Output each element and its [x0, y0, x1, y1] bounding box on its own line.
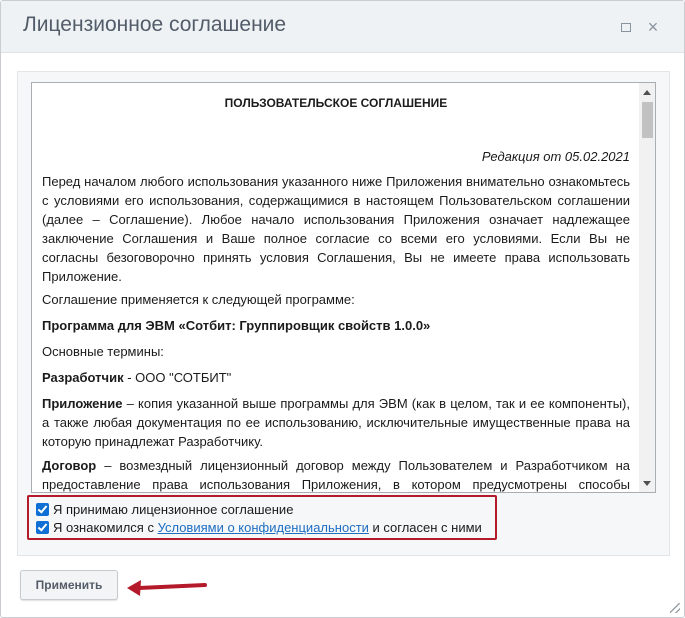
arrow-pointer-icon	[123, 575, 207, 597]
agreement-heading: ПОЛЬЗОВАТЕЛЬСКОЕ СОГЛАШЕНИЕ	[224, 96, 448, 110]
scroll-down-icon[interactable]	[643, 481, 651, 486]
accept-agreement-label: Я принимаю лицензионное соглашение	[53, 502, 294, 517]
consent-highlight-box	[27, 495, 497, 540]
term-developer	[42, 368, 630, 387]
agreement-edition: Редакция от 05.02.2021	[481, 149, 630, 164]
resize-grip-icon[interactable]	[670, 603, 680, 613]
dialog-titlebar[interactable]	[1, 1, 684, 53]
privacy-consent-row[interactable]	[36, 520, 482, 535]
privacy-terms-link[interactable]: Условиями о конфиденциальности	[157, 520, 369, 535]
agreement-scrollbar[interactable]	[639, 83, 656, 492]
agreement-intro: Перед началом любого использования указанного ниже Приложения внимательно ознакомьтесь с условиями его использования, содержащимися в настоящем Пользовательском соглашении (далее – Соглашение). Любое начало использования Приложения означает надлежащее заключение Соглашения и Ваше полное согласие со всеми его условиями. Если Вы не согласны безоговорочно принять условия Соглашения, Вы не имеете права использовать Приложение.	[42, 174, 630, 284]
scroll-thumb[interactable]	[642, 102, 653, 138]
close-icon[interactable]: ×	[647, 17, 659, 37]
term-contract	[42, 456, 630, 493]
term-contract-name: Договор	[42, 458, 97, 473]
privacy-consent-checkbox[interactable]	[36, 521, 49, 534]
privacy-prefix: Я ознакомился с	[53, 520, 158, 535]
term-developer-name: Разработчик	[42, 370, 124, 385]
agreement-text-frame[interactable]	[31, 82, 656, 493]
term-contract-def: – возмездный лицензионный договор между Пользователем и Разработчиком на предоставление права использования Приложения, в котором предусмотрены способы	[42, 458, 630, 492]
scroll-up-icon[interactable]	[643, 90, 651, 95]
apply-button[interactable]: Применить	[20, 570, 118, 600]
accept-agreement-row[interactable]	[36, 502, 293, 517]
term-developer-def: - ООО "СОТБИТ"	[123, 370, 232, 385]
term-application-def: – копия указанной выше программы для ЭВМ (как в целом, так и ее компоненты), а также любая документация по ее использованию, исключительные имущественные права на которую принадлежат Разработчику.	[42, 396, 630, 449]
term-application-name: Приложение	[42, 396, 123, 411]
maximize-icon[interactable]	[616, 17, 636, 37]
privacy-suffix: и согласен с ними	[368, 520, 482, 535]
agreement-applies: Соглашение применяется к следующей программе:	[42, 292, 355, 307]
dialog-title: Лицензионное соглашение	[23, 13, 287, 36]
agreement-terms-heading: Основные термины:	[42, 344, 164, 359]
accept-agreement-checkbox[interactable]	[36, 503, 49, 516]
term-application	[42, 394, 630, 451]
agreement-program: Программа для ЭВМ «Сотбит: Группировщик свойств 1.0.0»	[42, 318, 431, 333]
